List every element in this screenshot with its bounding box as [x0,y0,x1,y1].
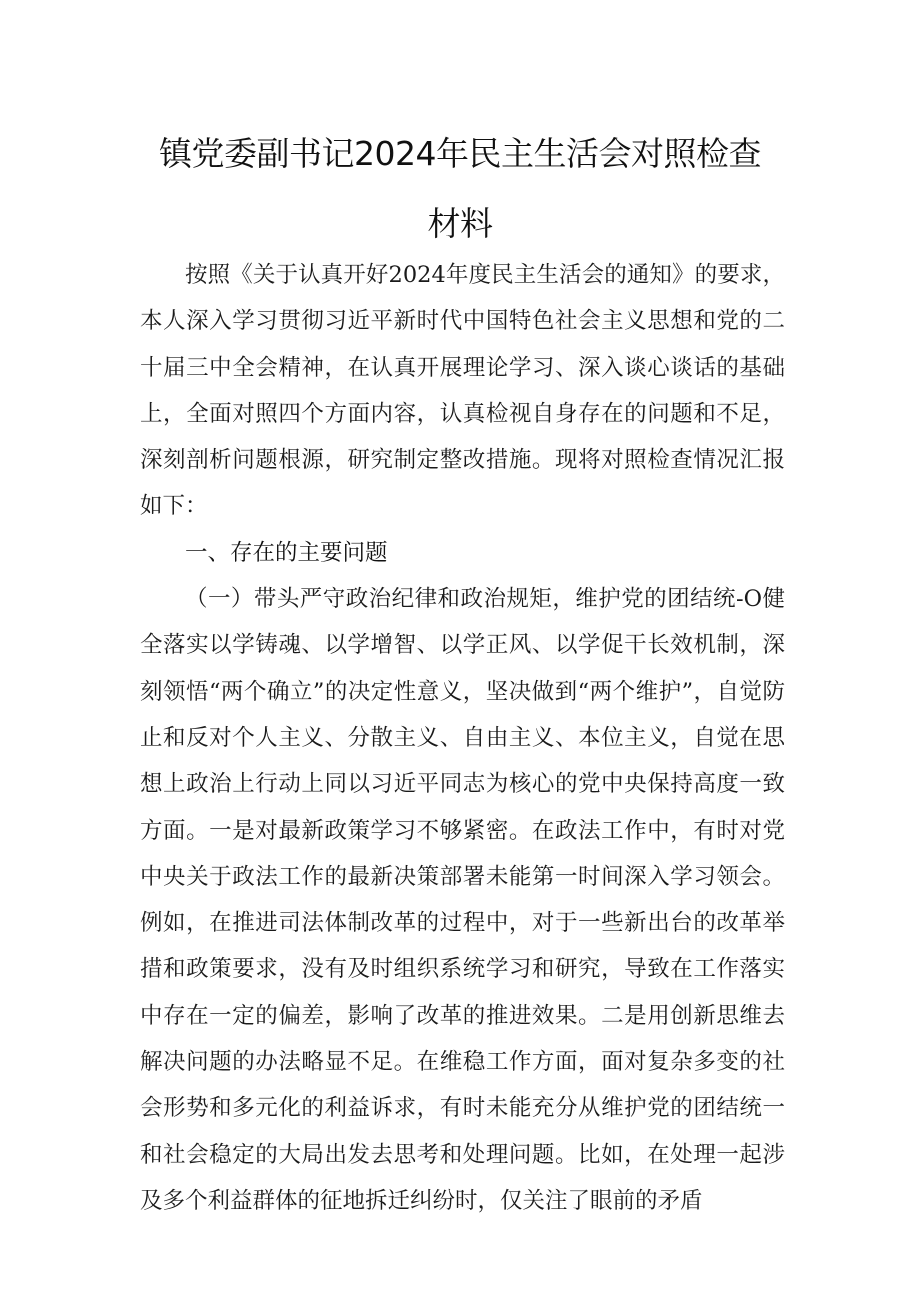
intro-paragraph: 按照《关于认真开好2024年度民主生活会的通知》的要求，本人深入学习贯彻习近平新时代中国特色社会主义思想和党的二十届三中全会精神，在认真开展理论学习、深入谈心谈话的基础上，全面对照四个方面内容，认真检视自身存在的问题和不足，深刻剖析问题根源，研究制定整改措施。现将对照检查情况汇报如下： [140,262,785,520]
section-heading-problems: 一、存在的主要问题 [185,539,388,566]
section-paragraph-1: （一）带头严守政治纪律和政治规矩，维护党的团结统-O健全落实以学铸魂、以学增智、以学正风、以学促干长效机制，深刻领悟“两个确立”的决定性意义，坚决做到“两个维护”，自觉防止和反对个人主义、分散主义、自由主义、本位主义，自觉在思想上政治上行动上同以习近平同志为核心的党中央保持高度一致方面。一是对最新政策学习不够紧密。在政法工作中，有时对党中央关于政法工作的最新决策部署未能第一时间深入学习领会。例如，在推进司法体制改革的过程中，对于一些新出台的改革举措和政策要求，没有及时组织系统学习和研究，导致在工作落实中存在一定的偏差，影响了改革的推进效果。二是用创新思维去解决问题的办法略显不足。在维稳工作方面，面对复杂多变的社会形势和多元化的利益诉求，有时未能充分从维护党的团结统一和社会稳定的大局出发去思考和处理问题。比如，在处理一起涉及多个利益群体的征地拆迁纠纷时，仅关注了眼前的矛盾 [140,586,785,1214]
document-title-line-2: 材料 [427,204,493,243]
document-body [140,252,785,1224]
document-title-line-1: 镇党委副书记2024年民主生活会对照检查 [159,134,761,173]
